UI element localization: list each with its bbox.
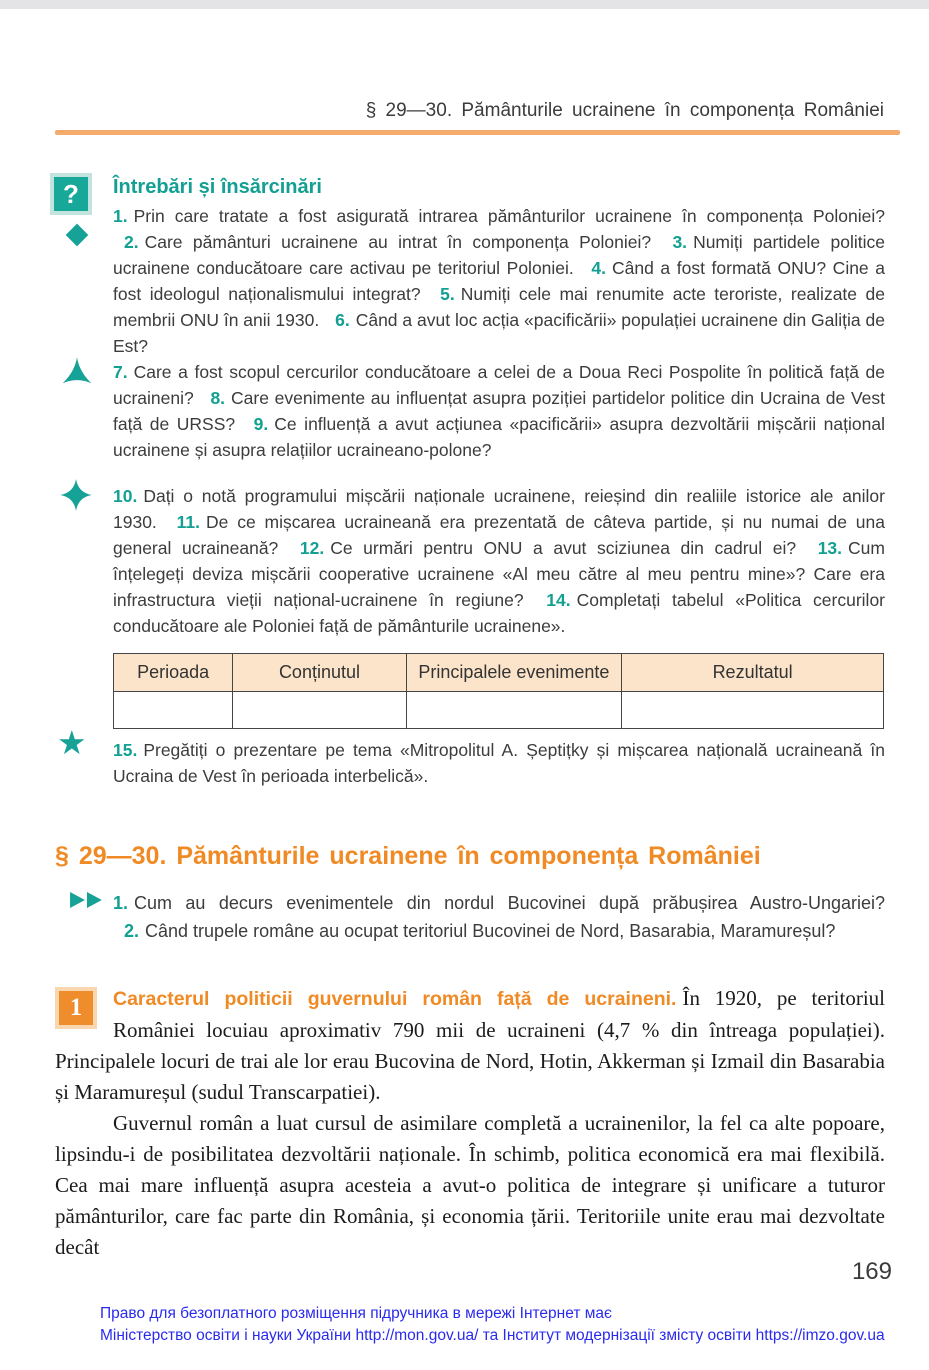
paragraph-2: Guvernul român a luat cursul de asimilare completă a ucrainenilor, la fel ca alte popoare, lipsindu-i de posibilitatea dezvoltării naționale. În schimb, politica economică era mai flexibilă. Cea mai mare influență asupra acesteia a avut-o politica de integrare și unificare a tuturor pământurilor, care fac parte din România, și economia țării. Teritoriile unite erau mai dezvoltate decât [55, 1111, 885, 1259]
question-4: 4. Când a fost formată ONU? Cine a fost ideologul naționalismului integrat? [113, 258, 885, 304]
four-point-star-icon [60, 479, 92, 511]
section-question-1: 1. Cum au decurs evenimentele din nordul Bucovinei după prăbușirea Austro-Ungariei? [113, 893, 885, 913]
question-mark-icon: ? [50, 173, 92, 215]
block-number-icon: 1 [55, 987, 97, 1029]
section-question-2: 2. Când trupele române au ocupat teritoriul Bucovinei de Nord, Basarabia, Maramureșul? [124, 921, 836, 941]
running-header: § 29—30. Pământurile ucrainene în componența României [365, 100, 884, 121]
question-9: 9. Ce influență a avut acțiunea «pacificării» asupra dezvoltării mișcării național ucrainene și asupra relațiilor ucraineano-polone? [113, 414, 885, 460]
table-empty-cell [622, 692, 884, 729]
question-group-7-9 [113, 359, 885, 463]
question-2: 2. Care pământuri ucrainene au intrat în componența Poloniei? [124, 232, 652, 252]
double-chevron-icon [69, 891, 105, 909]
questions-heading: Întrebări și însărcinări [113, 176, 322, 198]
diamond-bullet-icon [66, 224, 89, 247]
paragraph-1-text: În 1920, pe teritoriul României locuiau aproximativ 790 mii de ucraineni (4,7 % din întreaga populației). Principalele locuri de trai ale lor erau Bucovina de Nord, Hotin, Akkerman și Izmail din Basarabia și Maramureșul (sudul Transcarpatiei). [55, 986, 886, 1104]
question-12: 12. Ce urmări pentru ONU a avut sciziunea din cadrul ei? [299, 538, 797, 558]
table-empty-cell [114, 692, 233, 729]
question-10: 10. Dați o notă programului mișcării naționale ucrainene, reieșind din realiile istorice ale anilor 1930. [113, 486, 885, 532]
page-number: 169 [851, 1258, 892, 1285]
header-divider-rule [55, 130, 900, 135]
fill-in-table [113, 653, 884, 729]
table-header-perioada: Perioada [114, 654, 233, 692]
question-15: 15. Pregătiți o prezentare pe tema «Mitropolitul A. Șeptițky și mișcarea națională ucraineană în Ucraina de Vest în perioada interbelică». [113, 740, 885, 786]
table-empty-cell [233, 692, 406, 729]
question-5: 5. Numiți cele mai renumite acte teroriste, realizate de membrii ONU în anii 1930. [113, 284, 885, 330]
three-point-star-icon [62, 357, 92, 385]
table-empty-row [114, 692, 884, 729]
table-header-row [114, 654, 884, 692]
copyright-footer [100, 1303, 885, 1347]
paragraph-lead: Caracterul politicii guvernului român față de ucraineni. [113, 988, 677, 1010]
footer-line-1: Право для безоплатного розміщення підручника в мережі Інтернет має [100, 1305, 612, 1322]
paragraph-1 [55, 983, 885, 1108]
table-header-rezultatul: Rezultatul [622, 654, 884, 692]
question-3: 3. Numiți partidele politice ucrainene conducătoare care activau pe teritoriul Poloniei. [113, 232, 885, 278]
table-header-continutul: Conținutul [233, 654, 406, 692]
body-text [55, 983, 885, 1263]
question-11: 11. De ce mișcarea ucraineană era prezentată de câteva partide, și nu numai de una general ucraineană? [113, 512, 885, 558]
question-8: 8. Care evenimente au influențat asupra poziției partidelor politice din Ucraina de Vest față de URSS? [113, 388, 885, 434]
question-14: 14. Completați tabelul «Politica cercurilor conducătoare ale Poloniei față de pământurile ucrainene». [113, 590, 886, 636]
question-1: 1. Prin care tratate a fost asigurată intrarea pământurilor ucrainene în componența Poloniei? [113, 206, 885, 226]
scan-top-edge [0, 0, 929, 9]
table-empty-cell [406, 692, 622, 729]
section-intro-questions [113, 889, 885, 945]
question-group-1-6 [113, 203, 885, 359]
five-point-star-icon: ★ [57, 723, 87, 762]
question-6: 6. Când a avut loc acția «pacificării» populației ucrainene din Galiția de Est? [113, 310, 885, 356]
question-13: 13. Cum înțelegeți deviza mișcării cooperative ucrainene «Al meu către al meu pentru mine»? Care era infrastructura vieții național-ucrainene în regiune? [113, 538, 885, 610]
table-header-evenimente: Principalele evenimente [406, 654, 622, 692]
question-group-15 [113, 737, 885, 789]
section-title: § 29—30. Pământurile ucrainene în componența României [55, 842, 761, 870]
question-group-10-14 [113, 483, 885, 639]
question-7: 7. Care a fost scopul cercurilor conducătoare a celei de a Doua Reci Pospolite în politică față de ucraineni? [113, 362, 885, 408]
footer-line-2: Міністерство освіти і науки України http://mon.gov.ua/ та Інститут модернізації змісту освіти https://imzo.gov.ua [100, 1327, 885, 1344]
